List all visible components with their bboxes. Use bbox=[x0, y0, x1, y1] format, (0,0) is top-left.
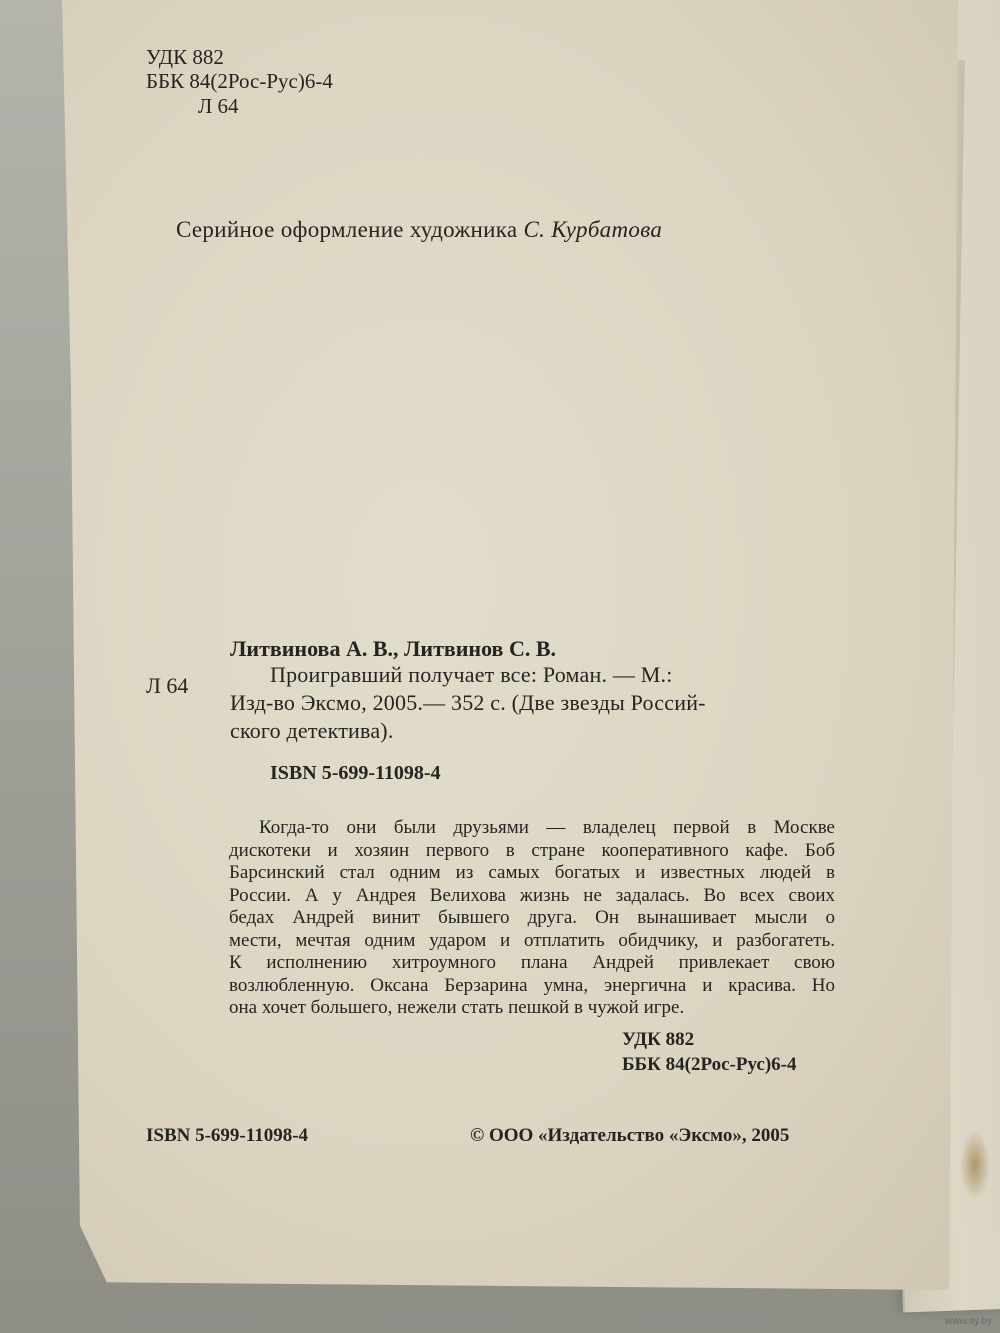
site-watermark: www.ay.by bbox=[944, 1316, 992, 1327]
book-annotation bbox=[229, 817, 835, 1020]
annotation-line: мести, мечтая одним ударом и отплатить обидчику, и разбогатеть. bbox=[229, 929, 835, 951]
annotation-line: она хочет большего, нежели стать пешкой в чужой игре. bbox=[229, 997, 685, 1018]
annotation-line: дискотеки и хозяин первого в стране кооперативного кафе. Боб bbox=[229, 839, 835, 861]
header-author-code: Л 64 bbox=[198, 94, 239, 118]
bibliography-isbn: ISBN 5-699-11098-4 bbox=[270, 762, 441, 784]
annotation-line: возлюбленную. Оксана Берзарина умна, энергична и красива. Но bbox=[229, 974, 835, 996]
binding-stain bbox=[960, 1130, 990, 1200]
bibliography-line: ского детектива). bbox=[230, 718, 394, 743]
footer-isbn: ISBN 5-699-11098-4 bbox=[146, 1125, 309, 1146]
bibliography-authors: Литвинова А. В., Литвинов С. В. bbox=[230, 636, 557, 661]
footer-copyright: © ООО «Издательство «Эксмо», 2005 bbox=[470, 1125, 790, 1146]
bibliography-line: Изд-во Эксмо, 2005.— 352 с. (Две звезды Россий- bbox=[230, 690, 706, 715]
design-artist: С. Курбатова bbox=[523, 217, 663, 242]
annotation-line: К исполнению хитроумного плана Андрей привлекает свою bbox=[229, 952, 835, 973]
series-design-credit bbox=[176, 218, 662, 241]
footer-bbk: ББК 84(2Рос-Рус)6-4 bbox=[622, 1054, 797, 1075]
header-udk: УДК 882 bbox=[146, 45, 224, 69]
header-bbk: ББК 84(2Рос-Рус)6-4 bbox=[146, 69, 333, 93]
annotation-line: бедах Андрей винит бывшего друга. Он вынашивает мысли о bbox=[229, 907, 835, 928]
annotation-line: Барсинский стал одним из самых богатых и известных людей в bbox=[229, 862, 835, 883]
bibliography-author-code: Л 64 bbox=[146, 673, 189, 698]
bibliography-line: Проигравший получает все: Роман. — М.: bbox=[270, 662, 673, 687]
annotation-line: России. А у Андрея Велихова жизнь не задалась. Во всех своих bbox=[229, 884, 835, 906]
design-prefix: Серийное оформление художника bbox=[176, 217, 518, 242]
footer-udk: УДК 882 bbox=[622, 1029, 695, 1050]
annotation-line: Когда-то они были друзьями — владелец первой в Москве bbox=[259, 817, 835, 838]
